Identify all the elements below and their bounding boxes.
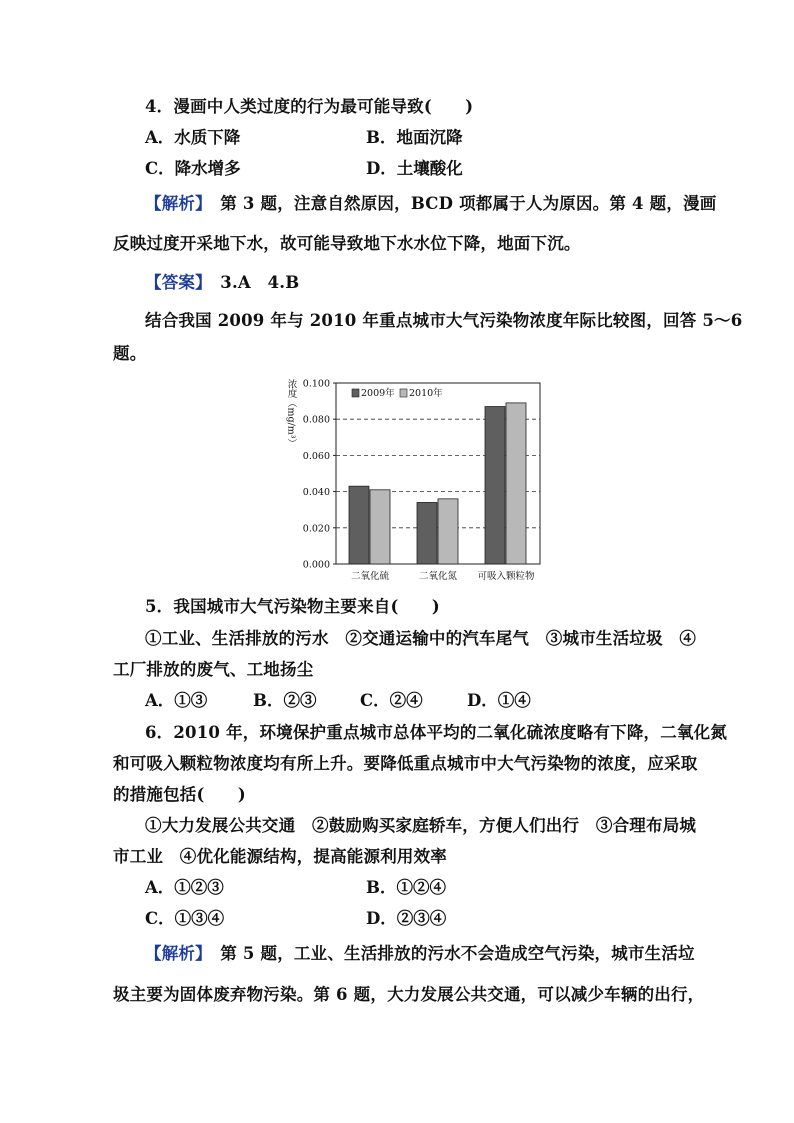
intro-line-1: 结合我国 2009 年与 2010 年重点城市大气污染物浓度年际比较图，回答 5～6 xyxy=(145,311,743,330)
q6-option-a: A．①②③ xyxy=(145,878,224,897)
analysis-2-line-2: 圾主要为固体废弃物污染。第 6 题，大力发展公共交通，可以减少车辆的出行， xyxy=(113,985,705,1004)
analysis-1-line-2: 反映过度开采地下水，故可能导致地下水水位下降，地面下沉。 xyxy=(113,234,581,253)
bar-2010年 xyxy=(438,499,458,564)
x-tick-label: 二氧化硫 xyxy=(350,571,390,582)
q5-option-d: D．①④ xyxy=(467,691,531,710)
pollutant-chart-svg xyxy=(282,375,552,587)
y-tick-label: 0.040 xyxy=(302,487,330,499)
q6-option-d: D．②③④ xyxy=(366,909,447,928)
y-tick-label: 0.080 xyxy=(302,414,330,426)
y-tick-label: 0.000 xyxy=(302,559,330,571)
q6-line-3: 的措施包括( ) xyxy=(113,785,246,804)
answer-1-tag: 【答案】 xyxy=(145,273,204,292)
y-tick-label: 0.020 xyxy=(302,523,330,535)
analysis-1-text: 第 3 题，注意自然原因，BCD 项都属于人为原因。第 4 题，漫画 xyxy=(203,194,717,213)
q6-line-5: 市工业 ④优化能源结构，提高能源利用效率 xyxy=(113,847,447,866)
q6-line-1: 6．2010 年，环境保护重点城市总体平均的二氧化硫浓度略有下降，二氧化氮 xyxy=(145,723,728,742)
analysis-1-line-1 xyxy=(145,193,716,215)
bar-2009年 xyxy=(349,486,369,564)
intro-line-2: 题。 xyxy=(113,344,147,363)
q6-option-c: C．①③④ xyxy=(145,909,225,928)
analysis-2-tag: 【解析】 xyxy=(145,944,204,963)
y-tick-label: 0.060 xyxy=(302,450,330,462)
bar-2010年 xyxy=(370,490,390,564)
answer-1 xyxy=(145,272,299,294)
analysis-2-text: 第 5 题，工业、生活排放的污水不会造成空气污染，城市生活垃 xyxy=(203,944,695,963)
legend-label: 2010年 xyxy=(409,388,443,399)
x-tick-label: 二氧化氮 xyxy=(418,571,458,582)
x-tick-label: 可吸入颗粒物 xyxy=(477,571,535,582)
q4-option-b: B．地面沉降 xyxy=(366,128,463,147)
legend-swatch xyxy=(400,389,407,397)
answer-1-text: 3.A 4.B xyxy=(203,273,300,292)
q4-option-a: A．水质下降 xyxy=(145,128,241,147)
q4-option-c: C．降水增多 xyxy=(145,159,241,178)
q5-option-b: B．②③ xyxy=(253,691,317,710)
q4-option-d: D．土壤酸化 xyxy=(366,159,463,178)
q6-line-4: ①大力发展公共交通 ②鼓励购买家庭轿车，方便人们出行 ③合理布局城 xyxy=(145,816,697,835)
legend-label: 2009年 xyxy=(361,388,395,399)
q4-stem: 4．漫画中人类过度的行为最可能导致( ) xyxy=(145,97,474,116)
q5-line-1: ①工业、生活排放的污水 ②交通运输中的汽车尾气 ③城市生活垃圾 ④ xyxy=(145,629,697,648)
q6-line-2: 和可吸入颗粒物浓度均有所上升。要降低重点城市中大气污染物的浓度，应采取 xyxy=(113,754,698,773)
legend-swatch xyxy=(352,389,359,397)
q5-option-c: C．②④ xyxy=(360,691,423,710)
y-tick-label: 0.100 xyxy=(302,378,330,390)
y-axis-label: 浓度（mg/m³） xyxy=(285,379,297,449)
bar-2009年 xyxy=(417,502,437,564)
analysis-1-tag: 【解析】 xyxy=(145,194,204,213)
q5-line-2: 工厂排放的废气、工地扬尘 xyxy=(113,660,314,679)
pollutant-chart xyxy=(282,375,552,587)
q5-option-a: A．①③ xyxy=(145,691,208,710)
q5-stem: 5．我国城市大气污染物主要来自( ) xyxy=(145,597,440,616)
analysis-2-line-1 xyxy=(145,943,695,965)
bar-2009年 xyxy=(485,407,505,564)
bar-2010年 xyxy=(506,403,526,564)
q6-option-b: B．①②④ xyxy=(366,878,446,897)
